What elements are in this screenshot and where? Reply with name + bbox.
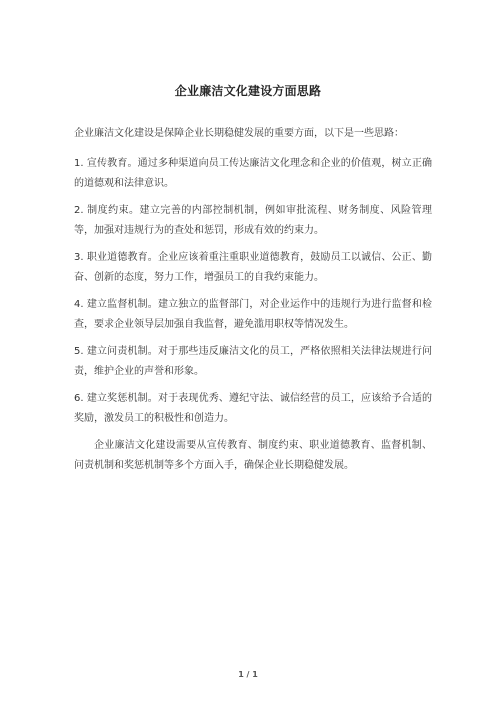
list-item: 3. 职业道德教育。企业应该着重注重职业道德教育，鼓励员工以诚信、公正、勤奋、创新的态度，努力工作，增强员工的自我约束能力。 [74, 252, 432, 283]
document-body [74, 124, 432, 483]
list-item: 4. 建立监督机制。建立独立的监督部门，对企业运作中的违规行为进行监督和检查，要求企业领导层加强自我监督，避免滥用职权等情况发生。 [74, 299, 432, 330]
list-item: 6. 建立奖惩机制。对于表现优秀、遵纪守法、诚信经营的员工，应该给予合适的奖励，激发员工的积极性和创造力。 [74, 393, 432, 424]
page-number: 1 / 1 [238, 670, 258, 679]
summary-paragraph: 企业廉洁文化建设需要从宣传教育、制度约束、职业道德教育、监督机制、问责机制和奖惩机制等多个方面入手，确保企业长期稳健发展。 [74, 440, 432, 471]
intro-paragraph: 企业廉洁文化建设是保障企业长期稳健发展的重要方面，以下是一些思路： [74, 128, 404, 139]
list-item: 5. 建立问责机制。对于那些违反廉洁文化的员工，严格依照相关法律法规进行问责，维护企业的声誉和形象。 [74, 346, 432, 377]
document-title: 企业廉洁文化建设方面思路 [174, 84, 322, 98]
list-item: 2. 制度约束。建立完善的内部控制机制，例如审批流程、财务制度、风险管理等，加强对违规行为的查处和惩罚，形成有效的约束力。 [74, 205, 432, 236]
list-item: 1. 宣传教育。通过多种渠道向员工传达廉洁文化理念和企业的价值观，树立正确的道德观和法律意识。 [74, 158, 432, 189]
